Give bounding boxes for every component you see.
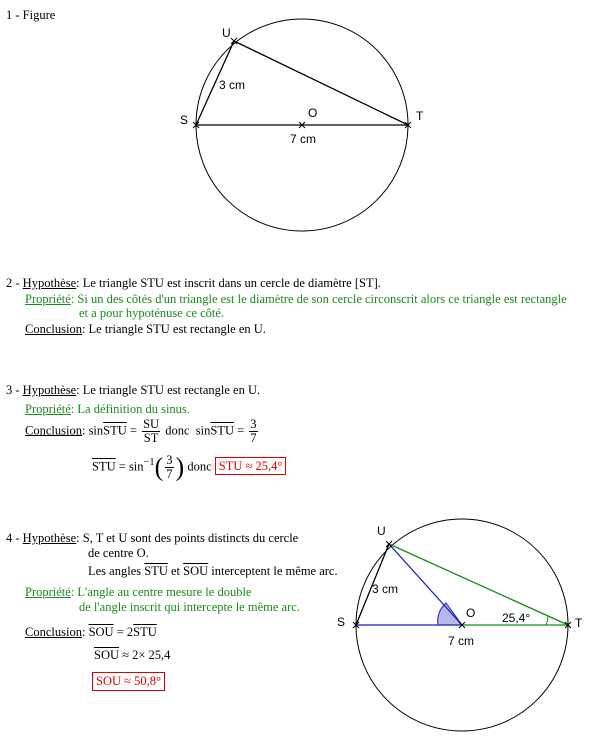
angle-stu-a: $\overline{STU}$ bbox=[103, 423, 127, 438]
conclusion-label-2: Conclusion bbox=[25, 322, 82, 336]
segment-ut-1 bbox=[234, 41, 408, 125]
donc-b: donc bbox=[187, 459, 212, 474]
figure-2 bbox=[337, 519, 583, 731]
result-text-3: STU ≈ 25,4° bbox=[218, 459, 283, 474]
section-4-conclusion: Conclusion: $\overline{SOU} = 2\overline{STU}$ bbox=[25, 625, 157, 639]
angle-sou-4: $\overline{SOU}$ bbox=[183, 564, 209, 578]
conclusion-text-2: : Le triangle STU est rectangle en U. bbox=[81, 322, 266, 336]
frac-den-7: 7 bbox=[250, 431, 257, 445]
hypothesis-text-4a: : S, T et U sont des points distincts du cercle bbox=[76, 531, 299, 545]
label-s-2: S bbox=[337, 615, 346, 629]
arcsin-exponent: −1 bbox=[143, 457, 155, 469]
hypothesis-text-4b: de centre O. bbox=[88, 546, 149, 560]
property-text-4a: : L'angle au centre mesure le double bbox=[70, 585, 252, 599]
label-su-length-2: 3 cm bbox=[372, 582, 399, 596]
segment-ut-2 bbox=[389, 544, 568, 625]
property-text-3: : La définition du sinus. bbox=[70, 402, 190, 416]
label-t-2: T bbox=[575, 616, 583, 630]
label-u-1: U bbox=[222, 26, 231, 40]
equals-c: = bbox=[118, 459, 126, 474]
label-su-length-1: 3 cm bbox=[219, 78, 246, 92]
property-text-2b: et a pour hypoténuse ce côté. bbox=[79, 306, 225, 320]
angle-sou-c1: $\overline{SOU}$ bbox=[88, 625, 114, 639]
section-2-number: 2 - bbox=[6, 276, 23, 290]
property-label-3: Propriété bbox=[25, 402, 71, 416]
section-3-result-line: $\overline{STU} = \sin^{-1}$( $\frac{3}{7}$ ) donc STU ≈ 25,4° bbox=[92, 454, 286, 481]
conclusion-label-4: Conclusion bbox=[25, 625, 82, 639]
angle-stu-4: $\overline{STU}$ bbox=[144, 564, 168, 578]
label-s-1: S bbox=[180, 113, 189, 127]
property-label-4: Propriété bbox=[25, 585, 71, 599]
label-o-1: O bbox=[308, 106, 318, 120]
label-st-length-2: 7 cm bbox=[448, 634, 475, 648]
frac-num-3-b: 3 bbox=[166, 453, 173, 467]
sin-func: sin bbox=[88, 423, 104, 438]
fraction-3-7 bbox=[249, 418, 257, 445]
fraction-3-7-b bbox=[165, 454, 173, 481]
section-3-number: 3 - bbox=[6, 383, 23, 397]
section-3-conclusion: Conclusion: $\sin\overline{STU}$ = $\frac{SU}{ST}$ donc $\sin\overline{STU}$ = $\frac{3}{7}$ bbox=[25, 417, 257, 445]
hypothesis-text-2: : Le triangle STU est inscrit dans un cercle de diamètre [ST]. bbox=[76, 276, 381, 290]
angle-stu-c: $\overline{STU}$ bbox=[92, 459, 116, 474]
equals-b: = bbox=[237, 423, 245, 438]
result-text-4: SOU ≈ 50,8° bbox=[96, 674, 161, 688]
section-4-property bbox=[25, 585, 251, 600]
figure-1 bbox=[180, 19, 424, 231]
hypothesis-text-4c bbox=[88, 564, 338, 579]
section-4-hypothesis bbox=[6, 531, 298, 546]
frac-num-su: SU bbox=[143, 417, 160, 431]
sin-func-b: sin bbox=[195, 423, 211, 438]
approx-value: ≈ 2× 25,4 bbox=[122, 648, 171, 662]
fraction-su-st bbox=[142, 418, 160, 445]
hypothesis-label-2: Hypothèse bbox=[22, 276, 77, 290]
property-label-2: Propriété bbox=[25, 292, 71, 306]
section-1-heading: 1 - Figure bbox=[6, 8, 56, 22]
section-3-hypothesis bbox=[6, 383, 260, 398]
result-box-3 bbox=[215, 457, 287, 475]
frac-den-7-b: 7 bbox=[166, 467, 173, 481]
angle-stu-b: $\overline{STU}$ bbox=[210, 423, 234, 438]
section-4-approx-line bbox=[94, 648, 170, 663]
hypothesis-text-3: : Le triangle STU est rectangle en U. bbox=[76, 383, 261, 397]
frac-num-3: 3 bbox=[250, 417, 257, 431]
section-4-number: 4 - bbox=[6, 531, 23, 545]
label-u-2: U bbox=[377, 524, 386, 538]
property-text-4b: de l'angle inscrit qui intercepte le même arc. bbox=[79, 600, 300, 614]
hyp-4c-end: interceptent le même arc. bbox=[211, 564, 338, 578]
section-3-property bbox=[25, 402, 190, 417]
label-angle-t: 25,4° bbox=[502, 611, 531, 625]
section-2-conclusion bbox=[25, 322, 266, 337]
conclusion-label-3: Conclusion bbox=[25, 423, 82, 438]
arcsin-func: sin bbox=[128, 459, 144, 474]
label-st-length-1: 7 cm bbox=[290, 132, 317, 146]
hypothesis-label-4: Hypothèse bbox=[22, 531, 77, 545]
donc-a: donc bbox=[165, 423, 190, 438]
angle-sou-c2: $\overline{SOU}$ bbox=[94, 648, 120, 662]
frac-den-st: ST bbox=[143, 431, 159, 445]
angle-t-arc bbox=[546, 616, 548, 625]
and-word: et bbox=[170, 564, 181, 578]
section-2-property bbox=[25, 292, 567, 307]
segment-uo bbox=[389, 544, 462, 625]
hyp-4c-start: Les angles bbox=[88, 564, 142, 578]
equals-2x: = 2 bbox=[116, 625, 134, 639]
label-t-1: T bbox=[416, 109, 424, 123]
result-box-4 bbox=[92, 672, 165, 691]
section-2-hypothesis bbox=[6, 276, 381, 291]
property-text-2a: : Si un des côtés d'un triangle est le diamètre de son cercle circonscrit alors ce triangle est rectangle bbox=[70, 292, 567, 306]
hypothesis-label-3: Hypothèse bbox=[22, 383, 77, 397]
angle-stu-c1: $\overline{STU}$ bbox=[133, 625, 157, 639]
label-o-2: O bbox=[466, 606, 476, 620]
equals-a: = bbox=[129, 423, 137, 438]
